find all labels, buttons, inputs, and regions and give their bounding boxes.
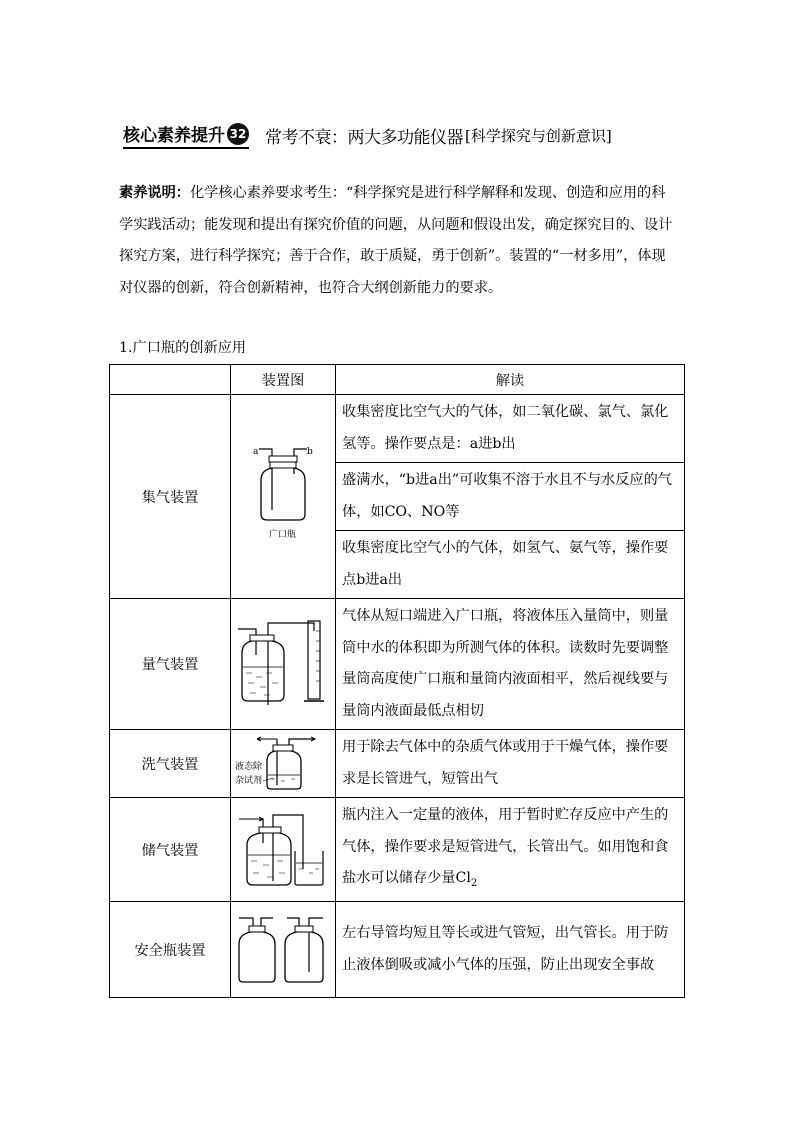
table-row <box>110 395 685 463</box>
device-description: 气体从短口端进入广口瓶，将液体压入量筒中，则量筒中水的体积即为所测气体的体积。读数时先要调整量筒高度使广口瓶和量筒内液面相平，然后视线要与量筒内液面最低点相切 <box>336 599 685 730</box>
badge-text: 核心素养提升 <box>123 126 225 146</box>
formula-subscript: 2 <box>470 877 478 889</box>
device-description: 收集密度比空气大的气体，如二氧化碳、氯气、氯化氢等。操作要点是：a进b出 <box>336 395 685 463</box>
section-title: 1.广口瓶的创新应用 <box>119 340 247 356</box>
reagent-label-line2: 杂试剂 <box>235 775 263 786</box>
device-description: 收集密度比空气小的气体，如氢气、氨气等，操作要点b进a出 <box>336 531 685 599</box>
intro-label: 素养说明： <box>119 185 190 201</box>
header-subtitle: [科学探究与创新意识] <box>465 126 612 145</box>
apparatus-table <box>109 364 685 998</box>
device-description: 盛满水，“b进a出”可收集不溶于水且不与水反应的气体，如CO、NO等 <box>336 463 685 531</box>
table-header-cell: 装置图 <box>231 365 336 395</box>
label-a: a <box>253 446 259 457</box>
table-header-cell: 解读 <box>336 365 685 395</box>
description-text: 瓶内注入一定量的液体，用于暂时贮存反应中产生的气体，操作要求是短管进气，长管出气。如用饱和食盐水可以储存少量 <box>342 807 669 886</box>
table-row <box>110 902 685 998</box>
gas-measurement-apparatus-icon <box>234 607 332 717</box>
chlorine-formula <box>455 870 478 889</box>
device-description: 左右导管均短且等长或进气管短，出气管长。用于防止液体倒吸或减小气体的压强，防止出现安全事故 <box>336 902 685 998</box>
label-b: b <box>307 446 313 457</box>
device-name: 安全瓶装置 <box>110 902 231 998</box>
device-name: 量气装置 <box>110 599 231 730</box>
bottle-caption: 广口瓶 <box>269 529 297 540</box>
intro-paragraph <box>119 178 679 304</box>
gas-washing-figure <box>231 730 336 798</box>
badge-number: 32 <box>227 123 249 145</box>
table-row <box>110 730 685 798</box>
reagent-label-line1: 液态除 <box>235 761 263 772</box>
gas-storage-apparatus-icon <box>233 805 333 891</box>
gas-collection-figure <box>231 395 336 599</box>
wide-mouth-bottle-icon <box>243 440 323 550</box>
table-header-row <box>110 365 685 395</box>
table-row <box>110 798 685 902</box>
intro-text: 化学核心素养要求考生：“科学探究是进行科学解释和发现、创造和应用的科学实践活动；能发现和提出有探究价值的问题，从问题和假设出发，确定探究目的、设计探究方案，进行科学探究；善于合作，敢于质疑，勇于创新”。装置的“一材多用”，体现对仪器的创新，符合创新精神，也符合大纲创新能力的要求。 <box>119 185 673 296</box>
header-title: 常考不衰：两大多功能仪器 <box>265 127 463 148</box>
table-header-cell <box>110 365 231 395</box>
gas-washing-bottle-icon <box>233 731 333 793</box>
device-name: 储气装置 <box>110 798 231 902</box>
gas-measurement-figure <box>231 599 336 730</box>
core-literacy-badge <box>123 121 249 149</box>
table-row <box>110 599 685 730</box>
device-name: 洗气装置 <box>110 730 231 798</box>
device-name: 集气装置 <box>110 395 231 599</box>
gas-storage-figure <box>231 798 336 902</box>
safety-bottle-figure <box>231 902 336 998</box>
section-header <box>123 122 612 148</box>
device-description: 用于除去气体中的杂质气体或用于干燥气体，操作要求是长管进气，短管出气 <box>336 730 685 798</box>
device-description <box>336 798 685 902</box>
formula-symbol: Cl <box>455 870 471 886</box>
safety-bottles-icon <box>233 910 333 986</box>
